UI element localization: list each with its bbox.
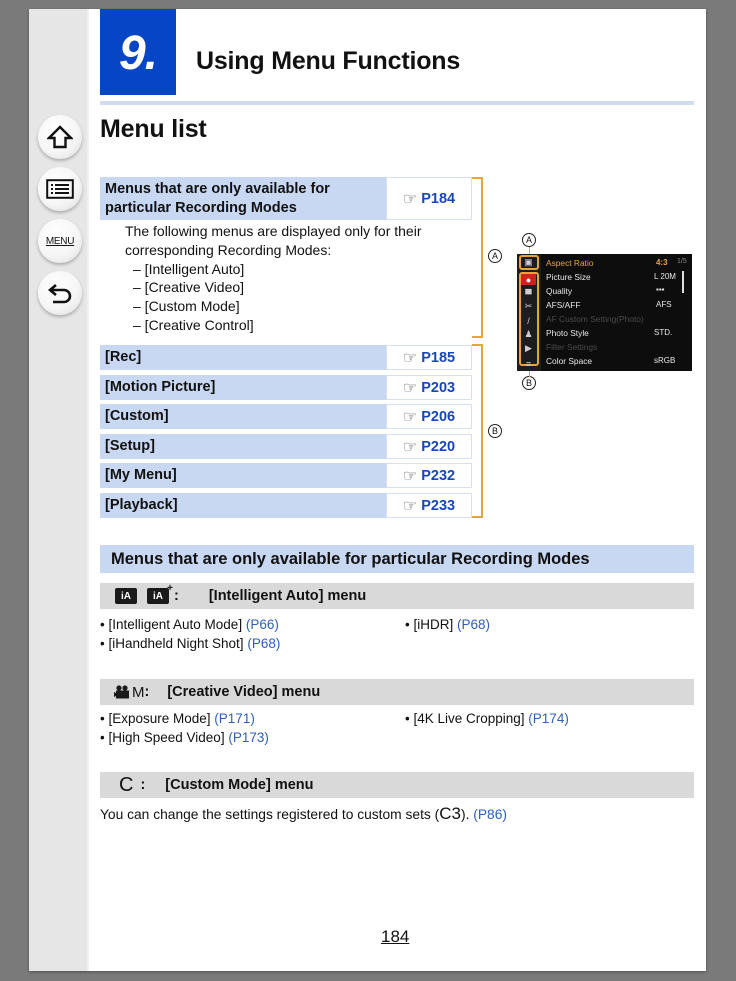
desc-text: ). <box>460 807 474 822</box>
creative-video-menu-title: [Creative Video] menu <box>167 684 321 700</box>
menu-item-value: ▪▪▪ <box>656 285 665 294</box>
motion-picture-tab-icon: ▀ <box>525 288 532 299</box>
title-divider <box>100 101 694 105</box>
manual-page <box>29 9 706 971</box>
list-icon <box>46 179 74 199</box>
menu-item-value: 4:3 <box>656 258 668 267</box>
intelligent-auto-heading-bar <box>100 583 694 609</box>
menu-item-filter-settings: Filter Settings <box>546 342 598 352</box>
home-button[interactable] <box>38 115 82 159</box>
mode-icons <box>115 583 173 604</box>
movie-camera-icon <box>114 685 132 699</box>
menu-row-label: [Playback] <box>100 493 386 518</box>
menu-item-picture-size: Picture Size <box>546 272 591 282</box>
page-link[interactable]: (P173) <box>228 730 269 745</box>
menu-item-photo-style: Photo Style <box>546 328 589 338</box>
custom-mode-menu-title: [Custom Mode] menu <box>165 777 314 793</box>
page-ref-link[interactable] <box>386 345 472 370</box>
chapter-number-box <box>100 9 176 95</box>
menu-item-value: L 20M <box>654 272 676 281</box>
back-arrow-icon <box>47 282 73 304</box>
custom-mode-icon: C <box>119 773 134 796</box>
menu-icon: MENU <box>45 235 75 247</box>
menu-row-setup <box>100 434 472 459</box>
recording-modes-description <box>125 222 422 335</box>
menu-row-recording-modes <box>100 177 472 220</box>
page-ref: P184 <box>421 190 456 207</box>
label-line: Menus that are only available for <box>105 180 330 197</box>
page-ref: P185 <box>421 349 456 366</box>
marker-b: B <box>488 424 502 438</box>
page-ref-link[interactable] <box>386 434 472 459</box>
bracket-b <box>472 344 483 518</box>
icon-text: iA <box>153 590 163 602</box>
icon-letter: M <box>132 683 144 701</box>
menu-row-playback <box>100 493 472 518</box>
plus-icon: + <box>167 583 173 594</box>
page-ref: P220 <box>421 438 456 455</box>
menu-item-aspect-ratio: Aspect Ratio <box>546 258 594 268</box>
page-link[interactable]: (P68) <box>247 636 281 651</box>
colon: : <box>174 588 179 604</box>
menu-button[interactable] <box>38 219 82 263</box>
item-text: • [iHandheld Night Shot] <box>100 636 248 651</box>
chapter-number: 9. <box>118 27 158 80</box>
custom-mode-heading-bar <box>100 772 694 798</box>
item-text: • [iHDR] <box>405 617 457 632</box>
page-ref: P206 <box>421 408 456 425</box>
item-text: • [High Speed Video] <box>100 730 229 745</box>
page-ref-link[interactable] <box>386 375 472 400</box>
item-text: • [4K Live Cropping] <box>405 711 529 726</box>
home-icon <box>47 125 73 149</box>
menu-row-custom <box>100 404 472 429</box>
custom-mode-description <box>100 804 507 824</box>
pointing-hand-icon: ☞ <box>402 349 418 367</box>
menu-row-my-menu <box>100 463 472 488</box>
intelligent-auto-list-right <box>405 615 490 634</box>
marker-a: A <box>488 249 502 263</box>
mode-item: – [Intelligent Auto] <box>133 260 245 277</box>
page-indicator: 1/5 <box>677 258 687 265</box>
list-item <box>100 615 280 634</box>
label-line: particular Recording Modes <box>105 199 297 216</box>
more-tab-icon: ≡ <box>525 358 532 369</box>
mode-item: – [Creative Control] <box>133 316 254 333</box>
menu-item-afs-aff: AFS/AFF <box>546 300 581 310</box>
menu-row-motion-picture <box>100 375 472 400</box>
camera-menu-tabs <box>517 254 541 371</box>
custom-tab-icon: ✂ <box>524 301 533 311</box>
page-ref-link[interactable] <box>386 463 472 488</box>
creative-video-list-right <box>405 709 569 728</box>
modes-section-heading: Menus that are only available for particular Recording Modes <box>100 545 694 573</box>
mode-item: – [Custom Mode] <box>133 298 240 315</box>
page-link[interactable]: (P66) <box>245 617 279 632</box>
page-ref: P203 <box>421 379 456 396</box>
page-ref-link[interactable] <box>386 177 472 220</box>
list-item <box>405 615 490 634</box>
creative-video-heading-bar <box>100 679 694 705</box>
rec-tab-icon: ● <box>521 274 536 285</box>
page-ref: P233 <box>421 497 456 514</box>
mode-item: – [Creative Video] <box>133 279 245 296</box>
menu-item-quality: Quality <box>546 286 573 296</box>
menu-row-label: [Custom] <box>100 404 386 429</box>
creative-video-icon <box>114 684 144 701</box>
intelligent-auto-tab-icon: ▣ <box>524 257 533 267</box>
desc-text: You can change the settings registered to custom sets ( <box>100 807 440 822</box>
pointing-hand-icon: ☞ <box>402 379 418 397</box>
list-item <box>100 709 269 728</box>
setup-tab-icon: / <box>527 315 530 326</box>
colon: : <box>144 684 150 700</box>
menu-item-value: STD. <box>654 328 673 337</box>
camera-menu-screen <box>517 254 692 371</box>
contents-button[interactable] <box>38 167 82 211</box>
menu-row-label: [My Menu] <box>100 463 386 488</box>
intelligent-auto-icon: iA <box>115 588 137 604</box>
page-link[interactable]: (P174) <box>528 711 569 726</box>
item-text: • [Intelligent Auto Mode] <box>100 617 246 632</box>
menu-item-color-space: Color Space <box>546 356 593 366</box>
menu-item-value: AFS <box>656 300 672 309</box>
menu-row-label <box>100 177 386 220</box>
pointing-hand-icon: ☞ <box>402 408 418 426</box>
menu-row-label: [Rec] <box>100 345 386 370</box>
bracket-a <box>472 177 483 338</box>
pointing-hand-icon: ☞ <box>402 497 418 515</box>
page-ref-link[interactable] <box>386 493 472 518</box>
nav-sidebar <box>29 9 89 971</box>
intelligent-auto-plus-icon <box>147 583 173 604</box>
chapter-title: Using Menu Functions <box>196 47 461 75</box>
menu-item-value: sRGB <box>654 356 676 365</box>
camera-marker-b: B <box>522 376 536 390</box>
pointing-hand-icon: ☞ <box>402 467 418 485</box>
menu-row-label: [Motion Picture] <box>100 375 386 400</box>
item-text: • [Exposure Mode] <box>100 711 215 726</box>
intelligent-auto-menu-title: [Intelligent Auto] menu <box>208 588 367 604</box>
list-item <box>405 709 569 728</box>
menu-row-label: [Setup] <box>100 434 386 459</box>
creative-video-list-left <box>100 709 269 747</box>
menu-row-rec <box>100 345 472 370</box>
list-item <box>100 634 280 653</box>
camera-marker-a: A <box>522 233 536 247</box>
page-link[interactable]: (P86) <box>473 807 507 822</box>
menu-item-af-custom: AF Custom Setting(Photo) <box>546 314 644 324</box>
desc-line: The following menus are displayed only for their <box>125 223 422 239</box>
desc-line: corresponding Recording Modes: <box>125 241 332 258</box>
page-ref-link[interactable] <box>386 404 472 429</box>
scrollbar[interactable] <box>682 271 684 293</box>
my-menu-tab-icon: ♟ <box>524 329 533 339</box>
pointing-hand-icon: ☞ <box>402 438 418 456</box>
page-link[interactable]: (P68) <box>456 617 490 632</box>
page-link[interactable]: (P171) <box>214 711 255 726</box>
colon: : <box>140 777 146 793</box>
page-number: 184 <box>381 927 410 946</box>
custom-set-c3-icon: C3 <box>439 804 461 823</box>
section-title: Menu list <box>100 115 207 143</box>
list-item <box>100 728 269 747</box>
pointing-hand-icon: ☞ <box>402 190 418 208</box>
intelligent-auto-list-left <box>100 615 280 653</box>
back-button[interactable] <box>38 271 82 315</box>
playback-tab-icon: ▶ <box>525 343 532 353</box>
page-ref: P232 <box>421 467 456 484</box>
